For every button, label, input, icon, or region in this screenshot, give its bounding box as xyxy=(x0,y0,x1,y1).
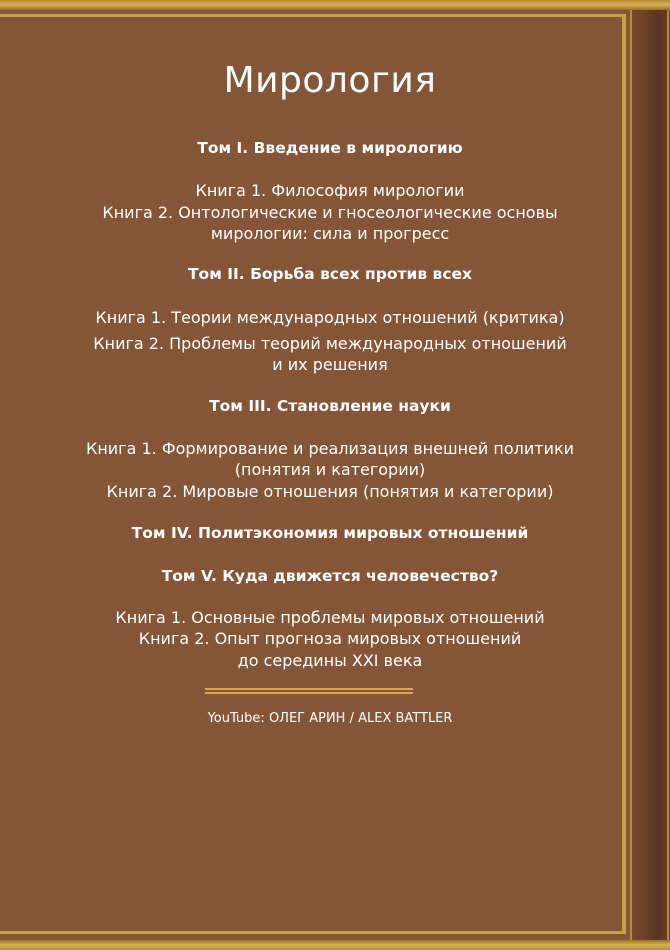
spine-line-right xyxy=(667,10,669,940)
volume-3-book-1-cont: (понятия и категории) xyxy=(234,460,426,479)
volume-2-book-2: Книга 2. Проблемы теорий международных отношений xyxy=(93,334,567,353)
volume-1-book-2: Книга 2. Онтологические и гносеологические основы xyxy=(102,203,558,222)
volume-1-heading: Том I. Введение в мирологию xyxy=(197,139,463,157)
bottom-gold-band xyxy=(0,940,670,950)
volume-5-book-1: Книга 1. Основные проблемы мировых отношений xyxy=(115,608,545,627)
volume-3-book-1: Книга 1. Формирование и реализация внешней политики xyxy=(85,439,575,458)
top-gold-band xyxy=(0,0,670,10)
volume-4-heading: Том IV. Политэкономия мировых отношений xyxy=(131,524,529,542)
youtube-channel-text: YouTube: ОЛЕГ АРИН / ALEX BATTLER xyxy=(207,711,453,726)
volume-1-book-1: Книга 1. Философия мирологии xyxy=(195,181,465,200)
volume-5-book-2: Книга 2. Опыт прогноза мировых отношений xyxy=(138,629,522,648)
volume-5-heading: Том V. Куда движется человечество? xyxy=(161,567,499,585)
gold-divider xyxy=(205,688,413,694)
volume-3-book-2: Книга 2. Мировые отношения (понятия и категории) xyxy=(106,482,554,501)
volume-5-book-2-cont: до середины XXI века xyxy=(237,651,423,670)
volume-1-book-2-cont: мирологии: сила и прогресс xyxy=(210,224,450,243)
series-title: Мирология xyxy=(223,60,437,101)
volume-3-heading: Том III. Становление науки xyxy=(209,397,451,415)
volume-2-heading: Том II. Борьба всех против всех xyxy=(187,265,473,283)
volume-2-book-1: Книга 1. Теории международных отношений (критика) xyxy=(95,308,565,327)
volume-2-book-2-cont: и их решения xyxy=(272,355,388,374)
